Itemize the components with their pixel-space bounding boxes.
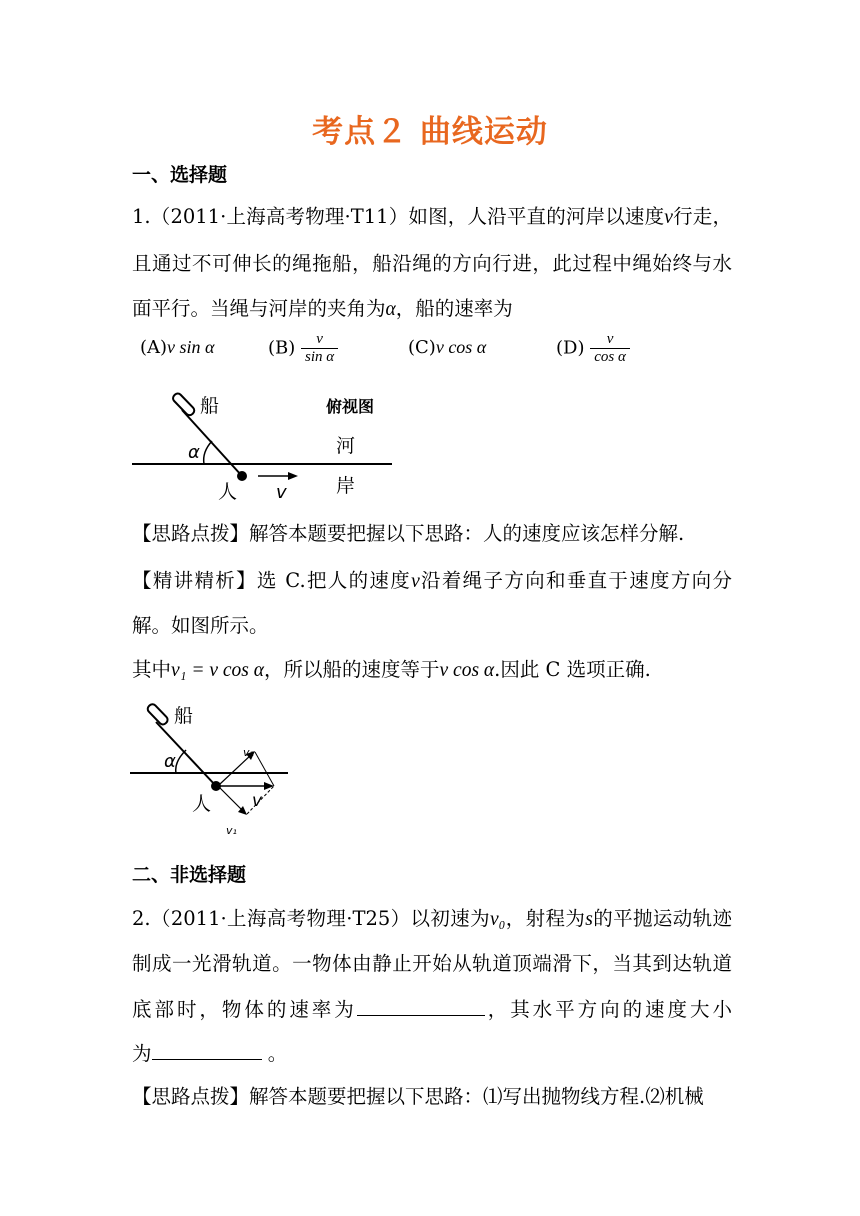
label-v: v (276, 482, 287, 503)
label-person-2: 人 (192, 793, 212, 815)
label-v1: v₁ (226, 824, 237, 837)
label-v2: v₂ (243, 746, 254, 759)
section-heading-choice: 一、选择题 (132, 164, 228, 186)
page-title: 考点２ 曲线运动 (312, 114, 548, 150)
person-dot-2 (211, 781, 221, 791)
label-boat-2: 船 (174, 705, 194, 727)
figure-2-decomposition (128, 700, 298, 840)
q1-result: 其中v₁ = v cos α，所以船的速度等于v cos α.因此 C 选项正确. (132, 658, 651, 681)
q1-line-2: 且通过不可伸长的绳拖船，船沿绳的方向行进，此过程中绳始终与水 (132, 252, 732, 275)
q1-hint: 【思路点拨】解答本题要把握以下思路：人的速度应该怎样分解. (132, 522, 685, 545)
option-a: (A)v sin α (140, 337, 215, 358)
option-d: (D) $\frac{v}{\text{cos α}}$ (556, 331, 630, 366)
label-alpha: α (188, 442, 200, 463)
label-river: 河 (336, 435, 356, 457)
label-v-2: v (252, 791, 263, 811)
q1-line-3: 面平行。当绳与河岸的夹角为α，船的速率为 (132, 297, 513, 320)
q2-line-3: 底部时，物体的速率为 ，其水平方向的速度大小 (132, 998, 732, 1021)
blank-speed (357, 997, 485, 1016)
label-view: 俯视图 (326, 397, 375, 416)
velocity-arrow-icon (288, 472, 298, 480)
q2-line-1: 2.（2011·上海高考物理·T25）以初速为v₀，射程为s的平抛运动轨迹 (132, 907, 732, 930)
q1-line-1: 1.（2011·上海高考物理·T11）如图，人沿平直的河岸以速度v行走， (132, 205, 732, 228)
figure-1-top-view (130, 390, 400, 505)
label-bank: 岸 (336, 475, 356, 497)
angle-arc (204, 441, 212, 464)
blank-horizontal-speed (152, 1041, 262, 1060)
q1-analysis-line-2: 解。如图所示。 (132, 614, 269, 637)
option-b: (B) $\frac{v}{\text{sin α}}$ (268, 331, 338, 366)
q2-line-4: 为 。 (132, 1042, 288, 1065)
label-boat: 船 (200, 395, 220, 417)
option-c: (C)v cos α (408, 337, 487, 358)
person-dot (237, 471, 247, 481)
q2-hint: 【思路点拨】解答本题要把握以下思路：⑴写出抛物线方程.⑵机械 (132, 1085, 704, 1108)
label-person: 人 (218, 481, 238, 503)
label-alpha-2: α (164, 751, 176, 772)
section-heading-nonchoice: 二、非选择题 (132, 864, 247, 886)
q2-line-2: 制成一光滑轨道。一物体由静止开始从轨道顶端滑下，当其到达轨道 (132, 952, 732, 975)
q1-analysis-line-1: 【精讲精析】选 C.把人的速度v沿着绳子方向和垂直于速度方向分 (132, 569, 732, 592)
